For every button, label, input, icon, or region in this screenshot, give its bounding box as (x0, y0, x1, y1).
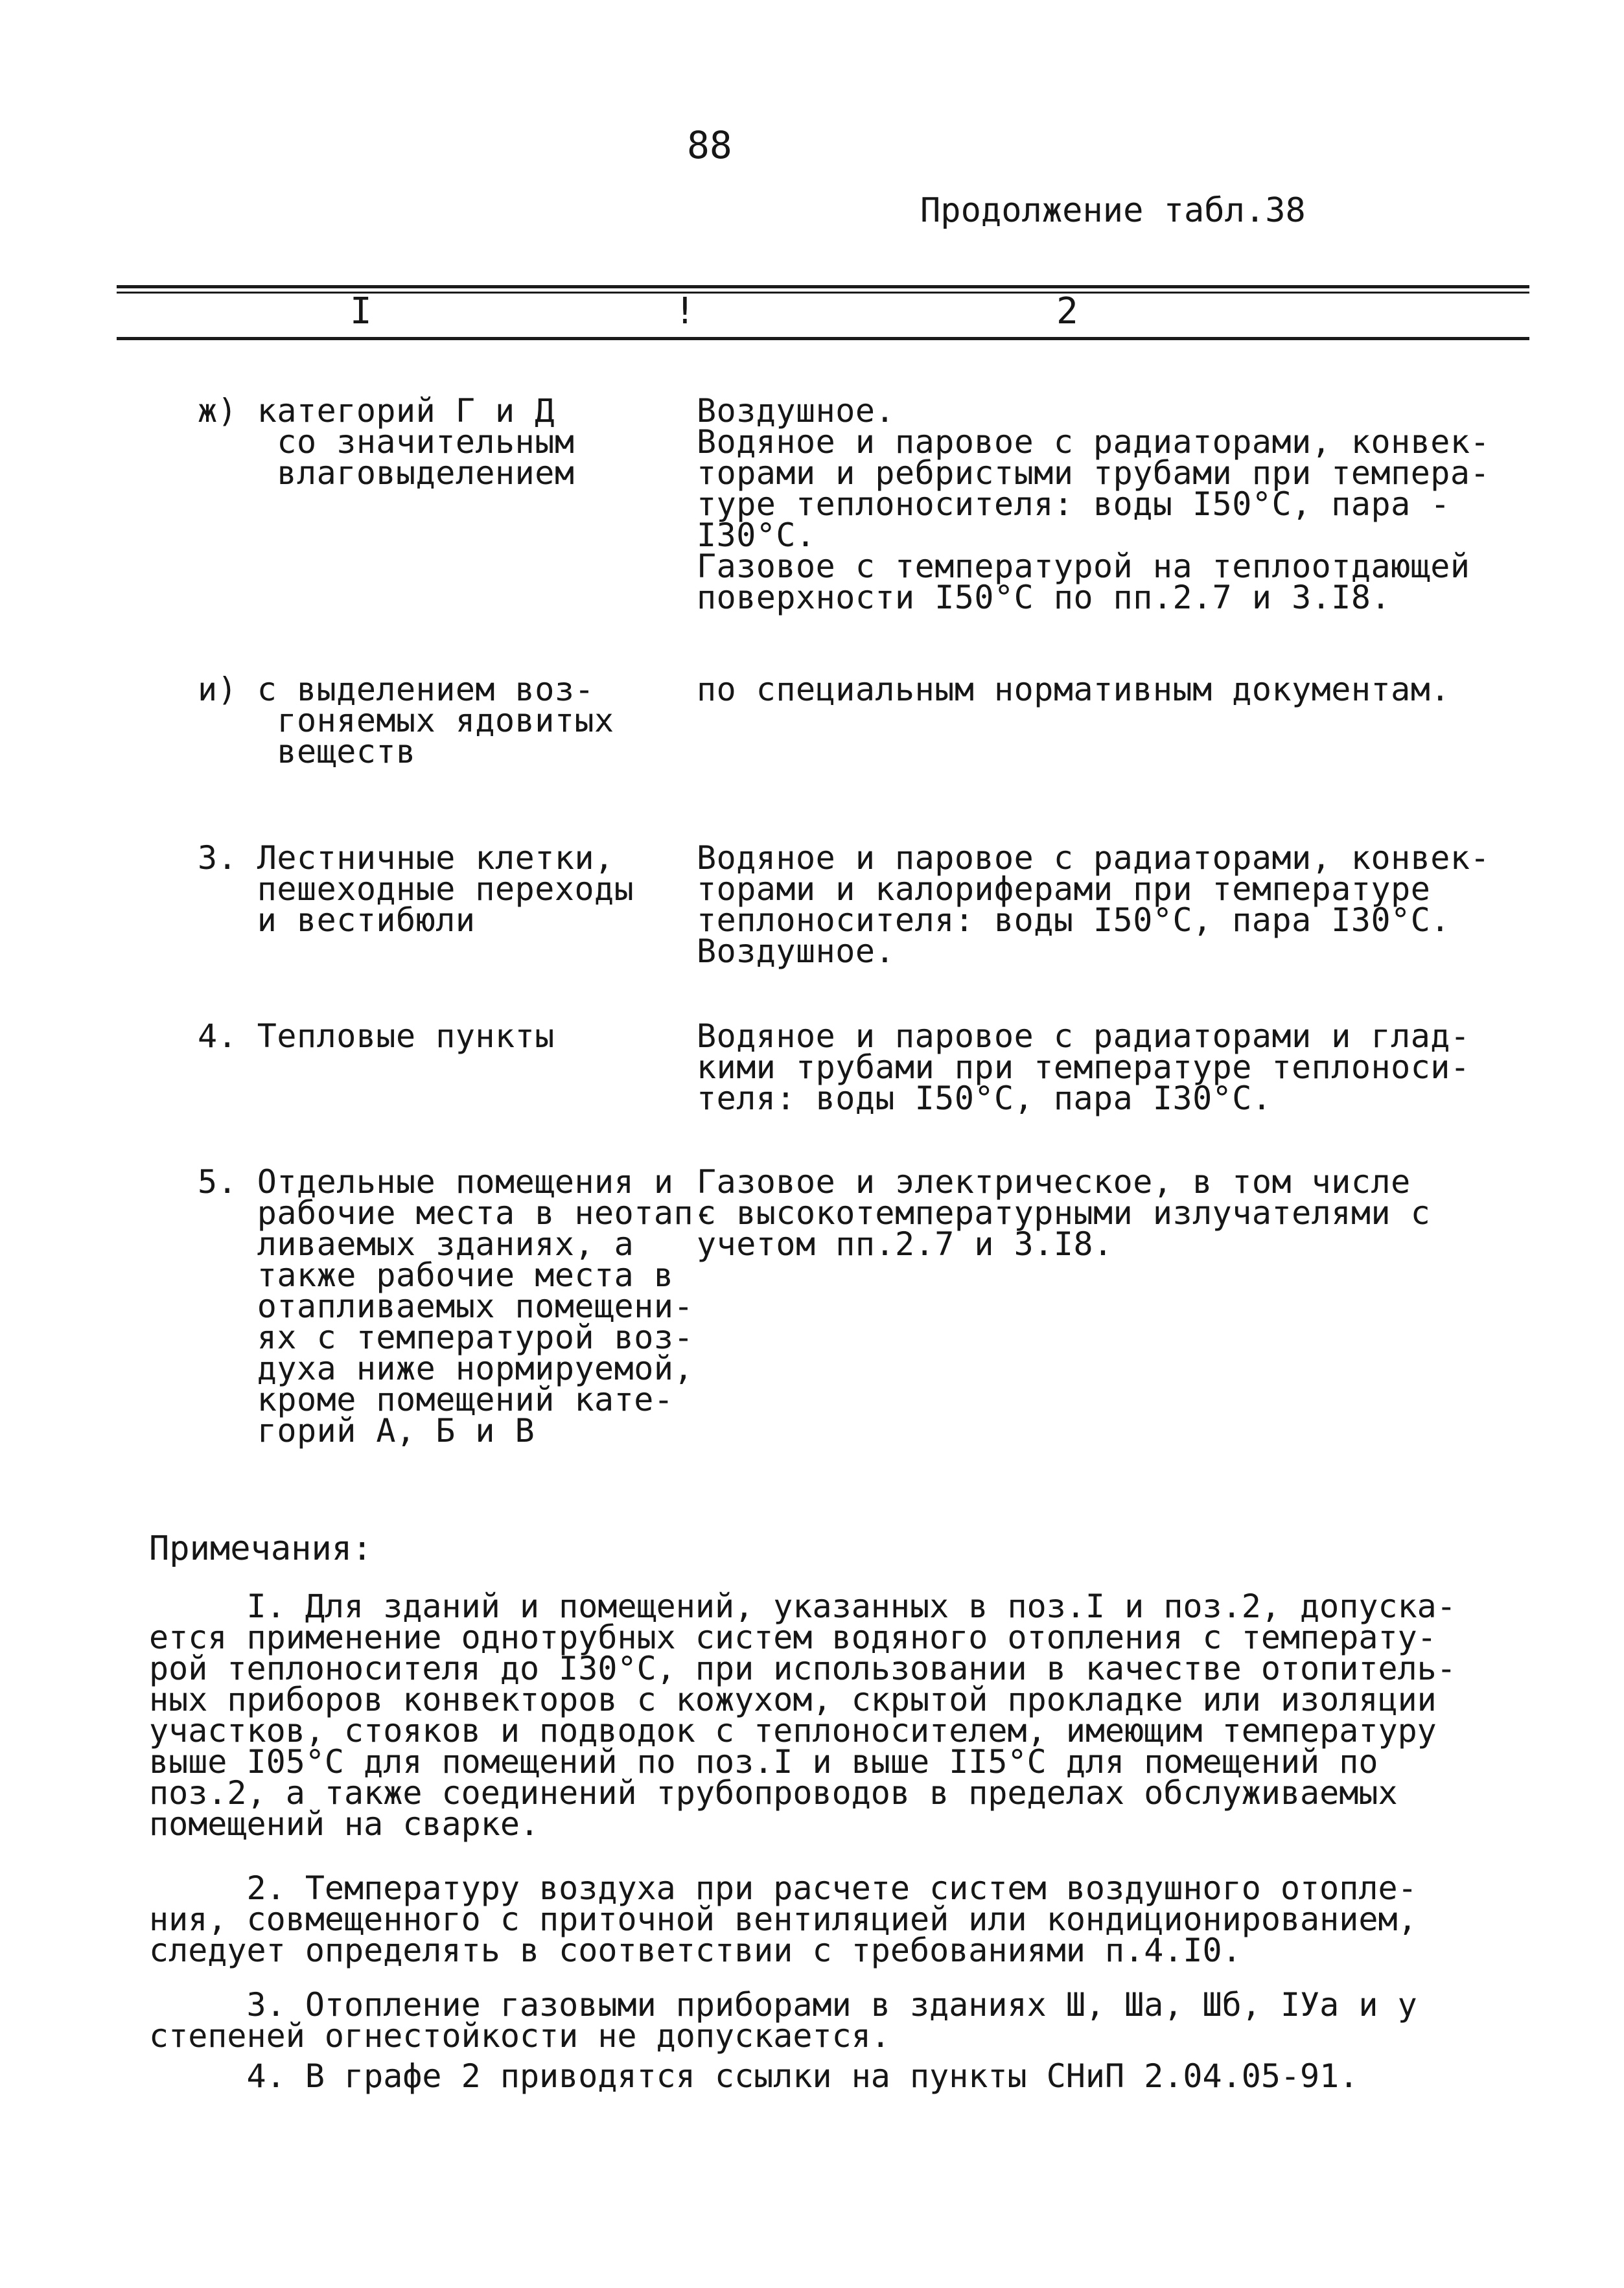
page-number: 88 (687, 123, 732, 167)
row-i-heating: по специальным нормативным документам. (697, 671, 1450, 708)
note-2: 2. Температуру воздуха при расчете систем воздушного отопле- ния, совмещенного с приточной вентиляцией или кондиционированием, следует определять в соответствии с требованиями п.4.I0. (149, 1869, 1417, 1969)
row-5-heating: Газовое и электрическое, в том числе с высокотемпературными излучателями с учетом пп.2.7 и 3.I8. (697, 1163, 1431, 1263)
notes-title: Примечания: (149, 1529, 373, 1568)
row-3-heating: Водяное и паровое с радиаторами, конвек- торами и калориферами при температуре теплоносителя: воды I50°С, пара I30°С. Воздушное. (697, 839, 1491, 970)
note-3: 3. Отопление газовыми приборами в зданиях Ш, Ша, Шб, IУа и у степеней огнестойкости не допускается. (149, 1986, 1417, 2055)
column-1-header: I (350, 290, 372, 332)
row-i-category: и) с выделением воз- гоняемых ядовитых веществ (198, 671, 614, 770)
table-header-bottom-rule (117, 337, 1529, 340)
row-5-category: 5. Отдельные помещения и рабочие места в неотап- ливаемых зданиях, а также рабочие места в отапливаемых помещени- ях с температурой воз- духа ниже нормируемой, кроме помещений кате- горий А, Б и В (198, 1163, 713, 1450)
row-zh-category: ж) категорий Г и Д со значительным влаговыделением (198, 392, 575, 492)
table-top-rule-secondary (117, 292, 1529, 294)
row-4-heating: Водяное и паровое с радиаторами и глад- кими трубами при температуре теплоноси- теля: воды I50°С, пара I30°С. (697, 1017, 1470, 1117)
row-4-category: 4. Тепловые пункты (198, 1017, 555, 1055)
row-zh-heating: Воздушное. Водяное и паровое с радиаторами, конвек- торами и ребристыми трубами при темпера- туре теплоносителя: воды I50°С, пара - I30°С. Газовое с температурой на теплоотдающей поверхности I50°С по пп.2.7 и 3.I8. (697, 392, 1491, 616)
row-3-category: 3. Лестничные клетки, пешеходные переходы и вестибюли (198, 839, 634, 939)
table-top-rule (117, 285, 1529, 288)
note-4: 4. В графе 2 приводятся ссылки на пункты СНиП 2.04.05-91. (149, 2057, 1359, 2095)
note-1: I. Для зданий и помещений, указанных в поз.I и поз.2, допуска- ется применение однотрубных систем водяного отопления с температу- рой теплоносителя до I30°С, при использовании в качестве отопитель- ных приборов конвекторов с кожухом, скрытой прокладке или изоляции участков, стояков и подводок с теплоносителем, имеющим температуру выше I05°С для помещений по поз.I и выше II5°С для помещений по поз.2, а также соединений трубопроводов в пределах обслуживаемых помещений на сварке. (149, 1588, 1456, 1843)
table-continuation-caption: Продолжение табл.38 (920, 191, 1306, 230)
column-2-header: 2 (1056, 290, 1078, 332)
column-divider: ! (674, 290, 696, 332)
